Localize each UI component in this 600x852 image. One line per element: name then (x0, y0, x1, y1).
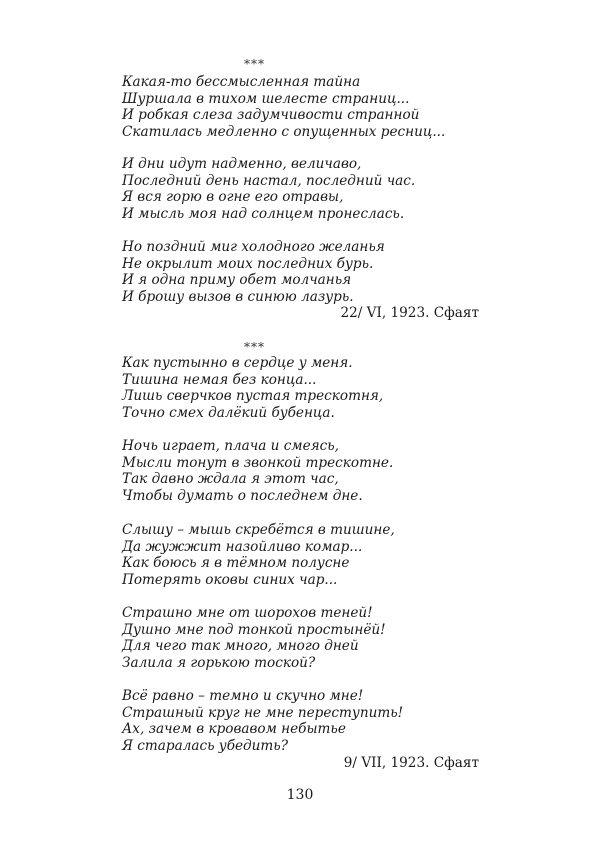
verse-line: Но поздний миг холодного желанья (122, 239, 385, 255)
verse-line: Чтобы думать о последнем дне. (122, 488, 363, 505)
verse-line: Потерять оковы синих чар... (122, 572, 338, 589)
verse-line: Да жужжит назойливо комар... (122, 538, 363, 555)
verse-line: Шуршала в тихом шелесте страниц... (122, 90, 410, 107)
verse-line: Как пустынно в сердце у меня. (122, 355, 353, 371)
verse-line: И брошу вызов в синюю лазурь. (122, 289, 354, 306)
poem2-date-signature: 9/ VII, 1923. Сфаят (343, 755, 479, 771)
verse-line: Скатилась медленно с опущенных ресниц... (122, 124, 446, 141)
verse-line: Для чего так много, много дней (122, 638, 359, 655)
verse-line: Ночь играет, плача и смеясь, (122, 438, 339, 454)
verse-line: И мысль моя над солнцем пронеслась. (122, 206, 405, 223)
poem1-stanza-3 (122, 239, 492, 306)
verse-line: Страшно мне от шорохов теней! (122, 605, 373, 621)
verse-line: Какая-то бессмысленная тайна (122, 74, 361, 90)
verse-line: Страшный круг не мне переступить! (122, 704, 404, 721)
verse-line: Я старалась убедить? (122, 738, 288, 755)
page-number: 130 (286, 787, 314, 803)
poem2-stanza-3 (122, 522, 492, 589)
poem1-date-signature: 22/ VI, 1923. Сфаят (340, 305, 479, 321)
poem1-stanza-1 (122, 74, 492, 141)
verse-line: Залила я горькою тоской? (122, 655, 316, 672)
poem1-stanza-2 (122, 156, 492, 223)
poem2-stanza-4 (122, 605, 492, 672)
poem2-stanza-1 (122, 355, 492, 422)
verse-line: Ах, зачем в кровавом небытье (122, 721, 346, 738)
verse-line: И я одна приму обет молчанья (122, 272, 352, 289)
verse-line: Слышу – мышь скребётся в тишине, (122, 522, 395, 538)
verse-line: Душно мне под тонкой простынёй! (122, 621, 386, 638)
verse-line: Как боюсь я в тёмном полусне (122, 555, 350, 572)
verse-line: Лишь сверчков пустая трескотня, (122, 388, 384, 405)
verse-line: И робкая слеза задумчивости странной (122, 107, 420, 124)
verse-line: Так давно ждала я этот час, (122, 471, 339, 488)
verse-line: Всё равно – темно и скучно мне! (122, 688, 364, 704)
verse-line: Тишина немая без конца... (122, 371, 317, 388)
verse-line: Я вся горю в огне его отравы, (122, 189, 344, 206)
verse-line: Мысли тонут в звонкой трескотне. (122, 454, 394, 471)
poem2-separator: *** (244, 340, 265, 354)
verse-line: Не окрылит моих последних бурь. (122, 255, 374, 272)
verse-line: Точно смех далёкий бубенца. (122, 405, 335, 422)
poem2-stanza-5 (122, 688, 492, 755)
verse-line: Последний день настал, последний час. (122, 172, 416, 189)
poem2-stanza-2 (122, 438, 492, 505)
poem1-separator: *** (244, 57, 265, 71)
verse-line: И дни идут надменно, величаво, (122, 156, 362, 172)
